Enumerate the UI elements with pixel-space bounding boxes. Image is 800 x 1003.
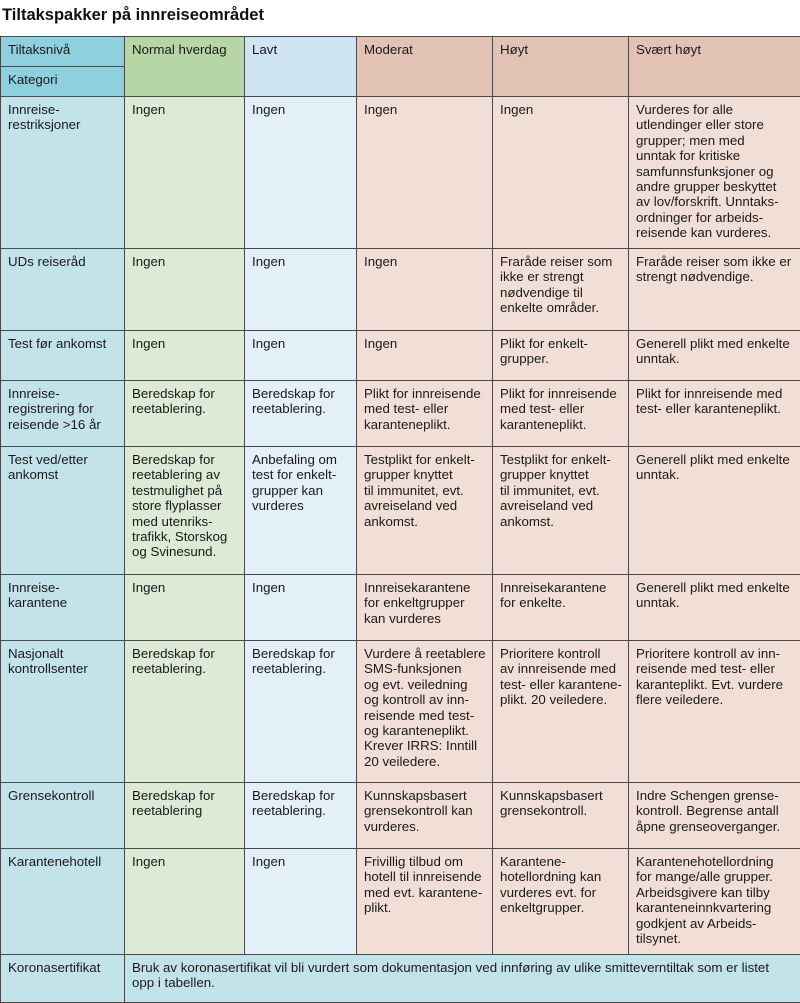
footer-note-cell: Bruk av koronasertifikat vil bli vurdert som dokumentasjon ved innføring av ulike smitteverntiltak som er listet opp i tabellen. (125, 955, 800, 1003)
cell-low: Ingen (245, 249, 357, 331)
header-category-label: Kategori (1, 67, 125, 97)
cell-moderate: Plikt for innreisende med test- eller karanteneplikt. (357, 381, 493, 447)
cell-very-high: Generell plikt med enkelte unntak. (629, 575, 800, 641)
category-cell: Innreise- karantene (1, 575, 125, 641)
table-row (1, 97, 800, 249)
table-row (1, 249, 800, 331)
cell-high: Fraråde reiser som ikke er strengt nødvendige til enkelte områder. (493, 249, 629, 331)
cell-low: Ingen (245, 97, 357, 249)
cell-moderate: Ingen (357, 331, 493, 381)
cell-very-high: Karantenehotellordning for mange/alle grupper. Arbeidsgivere kan tilby karanteneinnkvartering godkjent av Arbeids- tilsynet. (629, 849, 800, 955)
cell-normal: Beredskap for reetablering. (125, 381, 245, 447)
cell-high: Prioritere kontroll av innreisende med test- eller karantene- plikt. 20 veiledere. (493, 641, 629, 783)
header-level-low: Lavt (245, 37, 357, 97)
cell-low: Beredskap for reetablering. (245, 381, 357, 447)
cell-moderate: Ingen (357, 249, 493, 331)
category-cell: Grensekontroll (1, 783, 125, 849)
cell-high: Karantene- hotellordning kan vurderes evt. for enkeltgrupper. (493, 849, 629, 955)
cell-normal: Ingen (125, 331, 245, 381)
cell-normal: Ingen (125, 97, 245, 249)
cell-normal: Beredskap for reetablering av testmulighet på store flyplasser med utenriks- trafikk, Storskog og Svinesund. (125, 447, 245, 575)
cell-very-high: Vurderes for alle utlendinger eller store grupper; men med unntak for kritiske samfunnsfunksjoner og andre grupper beskyttet av lov/forskrift. Unntaks- ordninger for arbeids- reisende kan vurderes. (629, 97, 800, 249)
cell-moderate: Testplikt for enkelt- grupper knyttet til immunitet, evt. avreiseland ved ankomst. (357, 447, 493, 575)
cell-high: Innreisekarantene for enkelte. (493, 575, 629, 641)
category-cell: Test ved/etter ankomst (1, 447, 125, 575)
table-row (1, 575, 800, 641)
header-level-high: Høyt (493, 37, 629, 97)
table-row (1, 447, 800, 575)
cell-moderate: Kunnskapsbasert grensekontroll kan vurderes. (357, 783, 493, 849)
cell-low: Ingen (245, 849, 357, 955)
category-cell: Koronasertifikat (1, 955, 125, 1003)
cell-low: Ingen (245, 575, 357, 641)
cell-normal: Ingen (125, 249, 245, 331)
cell-normal: Beredskap for reetablering. (125, 641, 245, 783)
cell-very-high: Generell plikt med enkelte unntak. (629, 447, 800, 575)
header-row (1, 37, 800, 67)
cell-normal: Beredskap for reetablering (125, 783, 245, 849)
cell-normal: Ingen (125, 575, 245, 641)
table-row (1, 849, 800, 955)
cell-high: Ingen (493, 97, 629, 249)
cell-high: Plikt for enkelt- grupper. (493, 331, 629, 381)
category-cell: Karantenehotell (1, 849, 125, 955)
header-level-very-high: Svært høyt (629, 37, 800, 97)
cell-moderate: Frivillig tilbud om hotell til innreisende med evt. karantene- plikt. (357, 849, 493, 955)
cell-low: Ingen (245, 331, 357, 381)
cell-very-high: Indre Schengen grense- kontroll. Begrense antall åpne grenseoverganger. (629, 783, 800, 849)
cell-moderate: Vurdere å reetablere SMS-funksjonen og evt. veiledning og kontroll av inn- reisende med test- og karanteneplikt. Krever IRRS: Inntill 20 veiledere. (357, 641, 493, 783)
cell-very-high: Prioritere kontroll av inn- reisende med test- eller karanteplikt. Evt. vurdere flere veiledere. (629, 641, 800, 783)
category-cell: Innreise- restriksjoner (1, 97, 125, 249)
cell-normal: Ingen (125, 849, 245, 955)
cell-high: Plikt for innreisende med test- eller karanteneplikt. (493, 381, 629, 447)
table-row (1, 381, 800, 447)
header-level-normal: Normal hverdag (125, 37, 245, 97)
cell-low: Anbefaling om test for enkelt- grupper kan vurderes (245, 447, 357, 575)
cell-moderate: Innreisekarantene for enkeltgrupper kan vurderes (357, 575, 493, 641)
table-row (1, 641, 800, 783)
header-level-label: Tiltaksnivå (1, 37, 125, 67)
cell-high: Testplikt for enkelt- grupper knyttet til immunitet, evt. avreiseland ved ankomst. (493, 447, 629, 575)
cell-very-high: Plikt for innreisende med test- eller karanteneplikt. (629, 381, 800, 447)
cell-very-high: Generell plikt med enkelte unntak. (629, 331, 800, 381)
cell-high: Kunnskapsbasert grensekontroll. (493, 783, 629, 849)
header-level-moderate: Moderat (357, 37, 493, 97)
category-cell: Test før ankomst (1, 331, 125, 381)
measures-table (0, 36, 800, 1003)
page-title: Tiltakspakker på innreiseområdet (2, 6, 264, 25)
cell-low: Beredskap for reetablering. (245, 641, 357, 783)
table-row-footer (1, 955, 800, 1003)
category-cell: Innreise- registrering for reisende >16 år (1, 381, 125, 447)
category-cell: Nasjonalt kontrollsenter (1, 641, 125, 783)
cell-very-high: Fraråde reiser som ikke er strengt nødvendige. (629, 249, 800, 331)
cell-low: Beredskap for reetablering. (245, 783, 357, 849)
cell-moderate: Ingen (357, 97, 493, 249)
category-cell: UDs reiseråd (1, 249, 125, 331)
table-row (1, 331, 800, 381)
table-row (1, 783, 800, 849)
